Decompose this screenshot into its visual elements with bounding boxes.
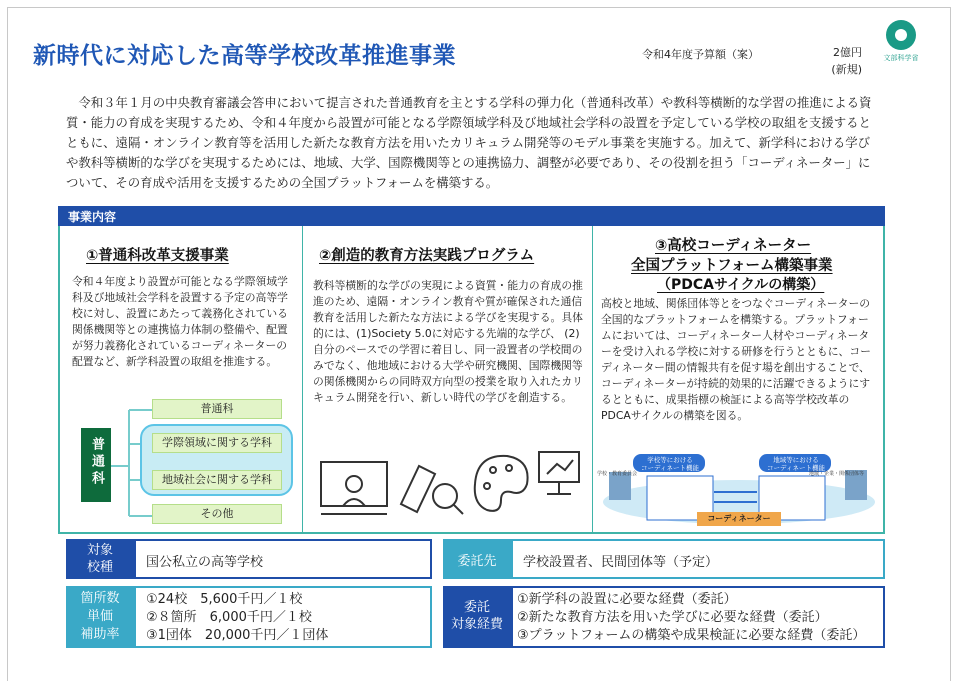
count-value-2: ②８箇所 6,000千円／１校: [146, 610, 312, 625]
course-box-interdisciplinary: 学際領域に関する学科: [152, 433, 282, 453]
monitor-icon: [539, 452, 579, 494]
palette-icon: [475, 456, 528, 511]
region-side-label: 地域・企業・関係団体等: [809, 471, 865, 477]
count-value-3: ③1団体 20,000千円／１団体: [146, 628, 329, 643]
cost-value-2: ②新たな教育方法を用いた学びに必要な経費（委託）: [517, 610, 828, 625]
region-coordination-bubble: 地域等における コーディネート機能: [767, 456, 825, 472]
coordinator-label: コーディネーター: [707, 514, 771, 523]
count-values: [134, 586, 432, 648]
panel-2-title: ②創造的教育方法実践プログラム: [319, 248, 535, 264]
panel-2-text: 教科等横断的な学びの実現による資質・能力の育成の推進のため、遠隔・オンライン教育や質が確保された通信教育を活用した新たな方法による学びを実現する。具体的には、(1)Society 5.0に対応する先端的な学び、 (2)自分のペースでの学習に着目し、同一設置者の学校間のみでなく、他地域における大学や研究機関、国際機関等の関係機関からの同時双方向型の授業を取り入れたカリキュラム開発を行い、新しい時代の学びを創造する。: [313, 279, 583, 404]
intro-paragraph: 令和３年１月の中央教育審議会答申において提言された普通教育を主とする学科の弾力化（普通科改革）や教科等横断的な学習の推進による資質・能力の育成を実現するため、令和４年度から設置が可能となる学際領域学科及び地域社会学科の設置を予定している学校の取組を支援するとともに、遠隔・オンライン教育等を活用した新たな教育方法を用いたカリキュラム開発等のモデル事業を実施する。加えて、新学科における学びや教科等横断的な学びを実現するためには、地域、大学、国際機関等との連携協力、調整が必要であり、その役割を担う「コーディネーター」について、その育成や活用を支援するための全国プラットフォームを構築する。: [66, 95, 872, 190]
futsuka-label-text: 普通科: [89, 437, 104, 488]
panel-3-title-line1: ③高校コーディネーター: [655, 238, 812, 254]
target-value: 国公私立の高等学校: [134, 539, 432, 579]
count-head: 箇所数 単価 補助率: [66, 586, 134, 648]
course-box-other: その他: [152, 504, 282, 524]
target-head: 対象 校種: [66, 539, 134, 579]
course-box-community: 地域社会に関する学科: [152, 470, 282, 490]
contractor-head: 委託先: [443, 539, 511, 579]
page-title: 新時代に対応した高等学校改革推進事業: [33, 43, 456, 69]
budget-note: (新規): [831, 63, 862, 76]
section-header: 事業内容: [58, 206, 885, 226]
budget-amount: [822, 44, 862, 78]
ministry-emblem-icon: [886, 20, 916, 50]
education-illustration: [317, 444, 585, 526]
course-box-futsuka: 普通科: [152, 399, 282, 419]
cost-value-3: ③プラットフォームの構築や成果検証に必要な経費（委託）: [517, 628, 866, 643]
panel-1: [60, 226, 302, 532]
school-coordination-bubble: 学校等における コーディネート機能: [641, 456, 699, 472]
panel-1-text: 令和４年度より設置が可能となる学際領域学科及び地域社会学科を設置する予定の高等学校に対し、設置にあたって義務化されている関係機関等との連携協力体制の整備や、配置が努力義務化されているコーディネーターの配置など、新学科設置の取組を推進する。: [72, 275, 288, 368]
cost-values: [511, 586, 885, 648]
cost-head: 委託 対象経費: [443, 586, 511, 648]
books-icon: [401, 466, 463, 514]
school-side-label: 学校・教育委員会: [597, 471, 638, 477]
panel-3-text: 高校と地域、関係団体等とをつなぐコーディネーターの全国的なプラットフォームを構築する。プラットフォームにおいては、コーディネーター人材やコーディネーターを受け入れる学校に対する研修を行うとともに、コーディネーター間の情報共有を促す場を創出することで、コーディネーターが持続的効果的に活躍できるようにするとともに、成果指標の検証による高等学校改革のPDCAサイクルの構築を図る。: [601, 297, 871, 422]
ministry-logo: [880, 20, 922, 63]
panel-3: [592, 226, 883, 532]
panels-container: [58, 226, 885, 534]
budget-value: 2億円: [833, 46, 862, 59]
panel-3-title-line2: 全国プラットフォーム構築事業: [631, 258, 833, 274]
ministry-name: 文部科学省: [883, 54, 919, 62]
budget-label: 令和4年度予算額（案）: [642, 48, 759, 61]
count-value-1: ①24校 5,600千円／１校: [146, 592, 303, 607]
teacher-board-icon: [321, 462, 387, 514]
panel-3-title-line3: （PDCAサイクルの構築）: [657, 277, 825, 293]
panel-2: [302, 226, 592, 532]
panel-1-title: ①普通科改革支援事業: [86, 248, 229, 264]
contractor-value: 学校設置者、民間団体等（予定）: [511, 539, 885, 579]
futsuka-label: [81, 428, 111, 502]
cost-value-1: ①新学科の設置に必要な経費（委託）: [517, 592, 737, 607]
